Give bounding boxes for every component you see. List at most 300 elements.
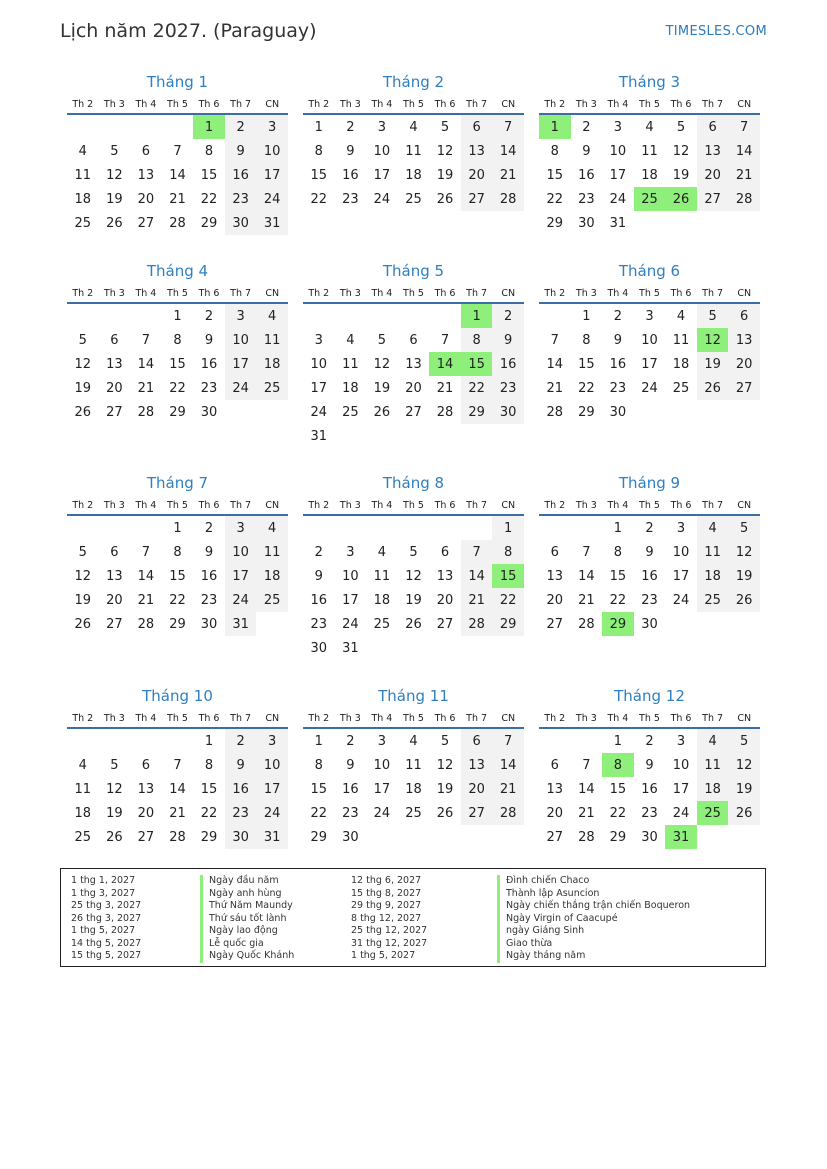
day-cell: 22: [609, 805, 627, 821]
day-cell: 17: [609, 167, 627, 183]
empty-day-cell: [398, 636, 430, 660]
day-cell: 4: [409, 119, 418, 135]
empty-day-cell: [429, 424, 461, 448]
day-cell: 23: [200, 380, 218, 396]
day-cell: 23: [578, 191, 595, 207]
day-cell: 16: [342, 781, 359, 797]
weekday-header: Th 7: [461, 284, 493, 303]
day-cell: 4: [409, 733, 418, 749]
weekday-header: Th 3: [335, 496, 367, 515]
day-cell: 7: [582, 757, 591, 773]
day-cell: 29: [200, 215, 218, 231]
day-cell: 4: [78, 143, 87, 159]
empty-day-cell: [67, 515, 99, 540]
weekday-header: Th 4: [130, 284, 162, 303]
day-cell: 7: [141, 544, 151, 560]
day-cell: 12: [728, 753, 760, 777]
day-cell: 18: [373, 592, 391, 608]
day-cell: 18: [256, 564, 288, 588]
weekday-header: Th 3: [99, 284, 131, 303]
day-cell: 26: [728, 801, 760, 825]
day-cell: 22: [492, 588, 524, 612]
day-cell: 25: [405, 191, 422, 207]
month-calendar: [303, 685, 524, 849]
empty-day-cell: [697, 612, 729, 636]
day-cell: 17: [225, 564, 257, 588]
day-cell: 26: [697, 376, 729, 400]
day-cell: 19: [373, 380, 391, 396]
weekday-header: Th 4: [130, 95, 162, 114]
day-cell: 27: [697, 187, 729, 211]
empty-day-cell: [398, 515, 430, 540]
day-cell: 27: [546, 616, 564, 632]
day-cell: 31: [256, 211, 288, 235]
weekday-header: Th 2: [539, 496, 571, 515]
weekday-header: Th 5: [634, 284, 666, 303]
legend-date: 1 thg 1, 2027: [71, 875, 136, 886]
weekday-header: CN: [256, 709, 288, 728]
day-cell: 9: [582, 143, 591, 159]
day-cell: 22: [461, 376, 493, 400]
weekday-header: Th 5: [398, 709, 430, 728]
day-cell: 6: [697, 114, 729, 139]
month-name: Tháng 3: [618, 73, 681, 91]
day-cell: 2: [225, 114, 257, 139]
empty-day-cell: [130, 515, 162, 540]
legend-date: 14 thg 5, 2027: [71, 937, 142, 949]
day-cell: 17: [225, 352, 257, 376]
day-cell: 8: [173, 544, 182, 560]
day-cell: 7: [173, 143, 182, 159]
day-cell: 10: [256, 139, 288, 163]
weekday-header: Th 6: [665, 709, 697, 728]
legend-holiday-name: Ngày lao động: [200, 925, 294, 938]
day-cell: 11: [74, 781, 92, 797]
day-cell: 14: [578, 781, 595, 797]
empty-day-cell: [99, 515, 131, 540]
day-cell: 8: [204, 143, 214, 159]
weekday-header: Th 5: [162, 709, 194, 728]
day-cell: 11: [256, 540, 288, 564]
day-cell: 26: [373, 404, 391, 420]
day-cell: 12: [405, 568, 422, 584]
day-cell: 6: [461, 114, 493, 139]
weekday-header: Th 3: [335, 709, 367, 728]
empty-day-cell: [429, 515, 461, 540]
day-cell: 19: [436, 781, 454, 797]
weekday-header: Th 7: [225, 95, 257, 114]
day-cell: 3: [676, 733, 686, 749]
day-cell: 18: [74, 191, 92, 207]
month-name: Tháng 1: [146, 73, 209, 91]
day-cell: 24: [310, 404, 328, 420]
day-cell: 31: [609, 215, 627, 231]
weekday-header: Th 3: [99, 709, 131, 728]
day-cell: 10: [373, 143, 391, 159]
month-calendar: [303, 472, 524, 660]
weekday-header: Th 4: [366, 284, 398, 303]
day-cell: 9: [225, 139, 257, 163]
day-cell: 22: [310, 191, 328, 207]
day-cell: 6: [440, 544, 450, 560]
legend-date: 25 thg 3, 2027: [71, 900, 142, 911]
day-cell: 11: [697, 540, 729, 564]
month-days-table: [539, 284, 760, 424]
month-days-table: [67, 95, 288, 235]
day-cell: 31: [342, 640, 359, 656]
day-cell: 14: [578, 568, 595, 584]
empty-day-cell: [130, 114, 162, 139]
legend-dates-col1: [71, 875, 141, 963]
empty-day-cell: [492, 636, 524, 660]
day-cell: 24: [373, 191, 391, 207]
month-days-table: [303, 496, 524, 660]
weekday-header: CN: [492, 284, 524, 303]
day-cell: 1: [492, 515, 524, 540]
day-cell: 9: [346, 143, 355, 159]
day-cell: 21: [137, 380, 155, 396]
empty-day-cell: [335, 424, 367, 448]
weekday-header: Th 2: [67, 709, 99, 728]
day-cell: 28: [461, 612, 493, 636]
empty-day-cell: [634, 400, 666, 424]
weekday-header: Th 5: [398, 496, 430, 515]
empty-day-cell: [492, 825, 524, 849]
weekday-header: Th 7: [697, 496, 729, 515]
weekday-header: Th 7: [461, 709, 493, 728]
day-cell: 8: [173, 332, 182, 348]
day-cell: 20: [436, 592, 454, 608]
day-cell: 20: [461, 163, 493, 187]
day-cell: 10: [373, 757, 391, 773]
day-cell: 15: [578, 356, 595, 372]
day-cell: 12: [74, 356, 92, 372]
day-cell: 13: [436, 568, 454, 584]
weekday-header: Th 4: [366, 496, 398, 515]
day-cell: 3: [225, 303, 257, 328]
day-cell: 29: [461, 400, 493, 424]
weekday-header: Th 5: [398, 284, 430, 303]
day-cell: 30: [200, 404, 218, 420]
day-cell: 25: [634, 187, 666, 211]
day-cell: 26: [405, 616, 422, 632]
day-cell: 22: [200, 191, 218, 207]
day-cell: 3: [256, 114, 288, 139]
empty-day-cell: [398, 424, 430, 448]
empty-day-cell: [67, 303, 99, 328]
day-cell: 28: [169, 829, 186, 845]
day-cell: 28: [546, 404, 564, 420]
day-cell: 5: [728, 515, 760, 540]
day-cell: 3: [676, 520, 686, 536]
empty-day-cell: [571, 728, 603, 753]
site-logo-link[interactable]: TIMESLES.COM: [665, 24, 767, 39]
day-cell: 19: [106, 191, 123, 207]
month-days-table: [303, 284, 524, 448]
weekday-header: Th 3: [99, 496, 131, 515]
day-cell: 27: [461, 801, 493, 825]
day-cell: 3: [645, 308, 654, 324]
empty-day-cell: [571, 515, 603, 540]
day-cell: 15: [169, 356, 186, 372]
day-cell: 19: [405, 592, 422, 608]
day-cell: 13: [137, 167, 155, 183]
day-cell: 10: [342, 568, 359, 584]
day-cell: 29: [200, 829, 218, 845]
day-cell: 15: [492, 564, 524, 588]
month-name: Tháng 2: [382, 73, 445, 91]
day-cell: 26: [74, 404, 92, 420]
day-cell: 1: [314, 119, 323, 135]
weekday-header: CN: [728, 709, 760, 728]
month-name: Tháng 12: [614, 687, 685, 705]
day-cell: 1: [613, 733, 623, 749]
empty-day-cell: [728, 400, 760, 424]
empty-day-cell: [539, 303, 571, 328]
empty-day-cell: [697, 825, 729, 849]
day-cell: 20: [106, 380, 123, 396]
day-cell: 23: [342, 191, 359, 207]
day-cell: 4: [645, 119, 654, 135]
legend-holiday-name: Ngày anh hùng: [200, 888, 294, 901]
day-cell: 6: [141, 757, 151, 773]
legend-holiday-name: Ngày tháng năm: [497, 950, 690, 963]
empty-day-cell: [366, 303, 398, 328]
day-cell: 4: [377, 544, 387, 560]
day-cell: 3: [225, 515, 257, 540]
weekday-header: Th 4: [366, 95, 398, 114]
day-cell: 18: [697, 777, 729, 801]
weekday-header: Th 2: [67, 284, 99, 303]
day-cell: 24: [225, 376, 257, 400]
day-cell: 29: [546, 215, 564, 231]
day-cell: 2: [314, 544, 323, 560]
day-cell: 20: [137, 191, 155, 207]
weekday-header: Th 3: [99, 95, 131, 114]
day-cell: 10: [672, 757, 690, 773]
weekday-header: Th 6: [429, 709, 461, 728]
day-cell: 11: [373, 568, 391, 584]
month-name: Tháng 4: [146, 262, 209, 280]
day-cell: 26: [665, 187, 697, 211]
legend-date: 12 thg 6, 2027: [351, 875, 422, 886]
empty-day-cell: [634, 211, 666, 235]
empty-day-cell: [429, 303, 461, 328]
day-cell: 3: [256, 728, 288, 753]
day-cell: 21: [137, 592, 155, 608]
day-cell: 23: [492, 376, 524, 400]
day-cell: 30: [310, 640, 328, 656]
weekday-header: Th 2: [303, 95, 335, 114]
day-cell: 19: [697, 352, 729, 376]
empty-day-cell: [99, 728, 131, 753]
weekday-header: Th 5: [398, 95, 430, 114]
day-cell: 17: [672, 568, 690, 584]
day-cell: 26: [106, 829, 123, 845]
day-cell: 24: [225, 588, 257, 612]
weekday-header: Th 4: [602, 284, 634, 303]
day-cell: 5: [377, 332, 387, 348]
day-cell: 4: [697, 728, 729, 753]
day-cell: 23: [641, 805, 658, 821]
day-cell: 24: [641, 380, 658, 396]
empty-day-cell: [99, 114, 131, 139]
day-cell: 9: [492, 328, 524, 352]
day-cell: 5: [110, 143, 119, 159]
day-cell: 22: [578, 380, 595, 396]
day-cell: 15: [609, 568, 627, 584]
day-cell: 28: [169, 215, 186, 231]
weekday-header: Th 2: [539, 709, 571, 728]
day-cell: 8: [613, 544, 623, 560]
day-cell: 17: [256, 777, 288, 801]
day-cell: 7: [492, 114, 524, 139]
weekday-header: Th 6: [429, 95, 461, 114]
day-cell: 11: [256, 328, 288, 352]
weekday-header: Th 4: [602, 95, 634, 114]
month-days-table: [67, 284, 288, 424]
day-cell: 15: [609, 781, 627, 797]
day-cell: 24: [256, 801, 288, 825]
day-cell: 18: [405, 781, 422, 797]
weekday-header: CN: [256, 95, 288, 114]
weekday-header: Th 5: [634, 496, 666, 515]
day-cell: 25: [405, 805, 422, 821]
weekday-header: Th 3: [571, 709, 603, 728]
day-cell: 13: [405, 356, 422, 372]
day-cell: 20: [546, 805, 564, 821]
empty-day-cell: [697, 400, 729, 424]
day-cell: 18: [256, 352, 288, 376]
weekday-header: Th 7: [461, 496, 493, 515]
day-cell: 6: [550, 544, 559, 560]
day-cell: 8: [582, 332, 591, 348]
empty-day-cell: [130, 303, 162, 328]
day-cell: 12: [74, 568, 92, 584]
day-cell: 9: [645, 757, 654, 773]
day-cell: 5: [697, 303, 729, 328]
weekday-header: Th 3: [335, 284, 367, 303]
weekday-header: Th 6: [193, 709, 225, 728]
day-cell: 8: [550, 143, 559, 159]
day-cell: 17: [672, 781, 690, 797]
day-cell: 14: [169, 167, 186, 183]
weekday-header: Th 6: [429, 284, 461, 303]
day-cell: 28: [137, 404, 155, 420]
day-cell: 19: [672, 167, 690, 183]
day-cell: 18: [342, 380, 359, 396]
empty-day-cell: [665, 211, 697, 235]
day-cell: 14: [137, 568, 155, 584]
weekday-header: Th 4: [130, 496, 162, 515]
day-cell: 19: [74, 380, 92, 396]
weekday-header: Th 3: [571, 95, 603, 114]
month-name: Tháng 10: [142, 687, 213, 705]
day-cell: 16: [225, 777, 257, 801]
empty-day-cell: [225, 400, 257, 424]
day-cell: 11: [405, 757, 422, 773]
month-name: Tháng 5: [382, 262, 445, 280]
legend-date: 29 thg 9, 2027: [351, 900, 422, 911]
weekday-header: Th 6: [665, 95, 697, 114]
day-cell: 17: [256, 163, 288, 187]
month-calendar: [303, 260, 524, 448]
weekday-header: CN: [256, 284, 288, 303]
day-cell: 7: [461, 540, 493, 564]
day-cell: 2: [204, 308, 214, 324]
day-cell: 7: [173, 757, 182, 773]
day-cell: 30: [578, 215, 595, 231]
day-cell: 23: [609, 380, 627, 396]
day-cell: 2: [346, 733, 355, 749]
day-cell: 16: [200, 356, 218, 372]
day-cell: 27: [405, 404, 422, 420]
day-cell: 10: [672, 544, 690, 560]
weekday-header: Th 4: [602, 709, 634, 728]
empty-day-cell: [303, 515, 335, 540]
day-cell: 14: [492, 753, 524, 777]
day-cell: 16: [225, 163, 257, 187]
empty-day-cell: [728, 211, 760, 235]
day-cell: 15: [310, 781, 328, 797]
day-cell: 21: [578, 805, 595, 821]
day-cell: 3: [314, 332, 323, 348]
day-cell: 13: [106, 356, 123, 372]
day-cell: 23: [200, 592, 218, 608]
legend-holiday-name: Giao thừa: [497, 938, 690, 951]
day-cell: 9: [225, 753, 257, 777]
day-cell: 8: [492, 540, 524, 564]
day-cell: 13: [461, 139, 493, 163]
month-calendar: [67, 71, 288, 235]
legend-date: 1 thg 5, 2027: [351, 950, 416, 961]
empty-day-cell: [461, 825, 493, 849]
legend-date: 1 thg 3, 2027: [71, 887, 136, 899]
day-cell: 12: [373, 356, 391, 372]
day-cell: 1: [539, 114, 571, 139]
day-cell: 4: [697, 515, 729, 540]
day-cell: 14: [728, 139, 760, 163]
day-cell: 21: [461, 588, 493, 612]
day-cell: 31: [256, 825, 288, 849]
day-cell: 14: [137, 356, 155, 372]
empty-day-cell: [492, 424, 524, 448]
legend-date: 26 thg 3, 2027: [71, 912, 142, 924]
day-cell: 7: [440, 332, 450, 348]
day-cell: 9: [346, 757, 355, 773]
empty-day-cell: [130, 728, 162, 753]
weekday-header: Th 5: [162, 284, 194, 303]
weekday-header: CN: [256, 496, 288, 515]
day-cell: 22: [169, 592, 186, 608]
day-cell: 25: [697, 588, 729, 612]
empty-day-cell: [303, 303, 335, 328]
weekday-header: Th 2: [539, 284, 571, 303]
empty-day-cell: [366, 636, 398, 660]
day-cell: 24: [373, 805, 391, 821]
day-cell: 15: [461, 352, 493, 376]
day-cell: 26: [436, 805, 454, 821]
day-cell: 14: [429, 352, 461, 376]
day-cell: 14: [461, 564, 493, 588]
weekday-header: Th 2: [303, 496, 335, 515]
day-cell: 27: [461, 187, 493, 211]
month-name: Tháng 11: [378, 687, 449, 705]
weekday-header: Th 6: [665, 284, 697, 303]
day-cell: 29: [602, 612, 634, 636]
day-cell: 21: [169, 191, 186, 207]
day-cell: 4: [346, 332, 355, 348]
